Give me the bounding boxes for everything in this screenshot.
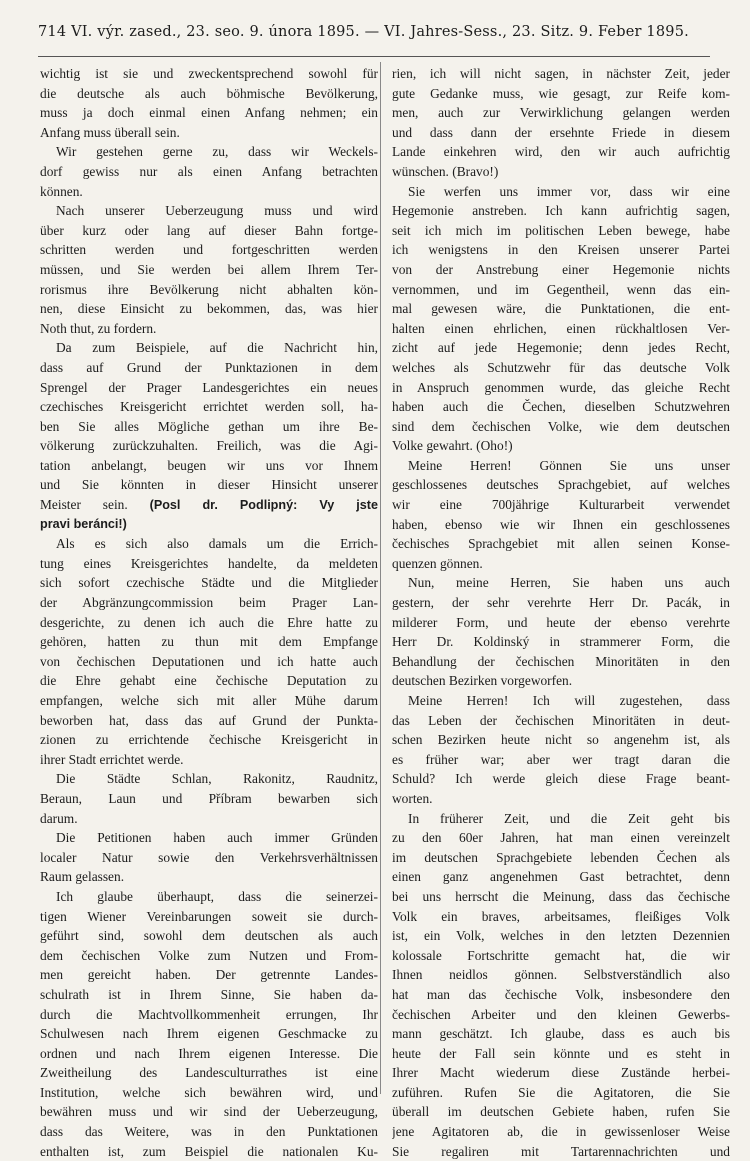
text-line: desgerichte, zu denen ich auch die Ehre hatte zu: [40, 614, 378, 630]
text-line: es früher war; aber wer tragt daran die: [392, 751, 730, 767]
text-line: hat man das čechische Volk, insbesondere den: [392, 986, 730, 1002]
text-line: gute Gedanke muss, wie gesagt, zur Reife kom-: [392, 85, 730, 101]
text-line: muss ja doch einmal einen Anfang nehmen; ein: [40, 105, 378, 121]
page-header: 714 VI. výr. zased., 23. seo. 9. února 1895. — VI. Jahres-Sess., 23. Sitz. 9. Feber 1895.: [38, 24, 689, 40]
text-line: dass auf Grund der Punktazionen in dem: [40, 359, 378, 375]
text-line: welches als Schutzwehr für das deutsche Volk: [392, 359, 730, 375]
text-line: zuführen. Rufen Sie die Agitatoren, die Sie: [392, 1084, 730, 1100]
text-line: beworben hat, dass das auf Grund der Punkta-: [40, 712, 378, 728]
text-line: gestern, der sehr verehrte Herr Dr. Pacák, in: [392, 595, 730, 611]
text-line: ben Sie alles Mögliche gethan um ihre Be-: [40, 418, 378, 434]
text-line: und Sie könnten in dieser Hinsicht unserer: [40, 477, 378, 493]
text-line: Nach unserer Ueberzeugung muss und wird: [56, 203, 378, 219]
text-line: Zweitheilung des Landesculturrathes ist eine: [40, 1065, 378, 1081]
text-line: und dass dann der ersehnte Friede in diesem: [392, 124, 730, 140]
text-line: über kurz oder lang auf dieser Bahn fortge-: [40, 222, 378, 238]
text-line: heute der Fall sein könnte und es steht in: [392, 1045, 730, 1061]
text-line: Volke gewahrt. (Oho!): [392, 438, 513, 454]
text-line: Als es sich also damals um die Errich-: [56, 536, 378, 552]
text-line: tigen Wiener Vereinbarungen soweit sie durch-: [40, 908, 378, 924]
text-line: Ihnen neidlos gönnen. Selbstverständlich also: [392, 967, 730, 983]
text-line: zicht auf jede Hegemonie; denn jedes Recht,: [392, 340, 730, 356]
text-line: mal gewesen wäre, die Punktationen, die ent-: [392, 301, 730, 317]
text-line: tung eines Kreisgerichtes handelte, da meldeten: [40, 555, 378, 571]
text-line: kolossale Fortschritte gemacht hat, die wir: [392, 947, 730, 963]
text-line: die Ehre gehabt eine čechische Deputation zu: [40, 673, 378, 689]
text-line: Meine Herren! Ich will zugestehen, dass: [408, 693, 730, 708]
text-line: zionen zu errichtende čechische Kreisgericht in: [40, 732, 378, 748]
left-column: [40, 64, 378, 1161]
text-line: geführt sind, sowohl dem deutschen als auch: [40, 928, 378, 944]
text-line: bei uns herrscht die Meinung, dass das čechische: [392, 888, 730, 904]
text-line: gehören, hatten zu thun mit dem Empfange: [40, 634, 378, 650]
text-line: haben auch die Čechen, dieselben Schutzwehren: [392, 399, 730, 415]
text-line: Sprengel der Prager Landesgerichtes ein neues: [40, 379, 378, 395]
text-line: halten einen ehrlichen, einen rückhaltlosen Ver-: [392, 320, 730, 336]
text-line: Die Petitionen haben auch immer Gründen: [56, 830, 378, 846]
text-line: vernommen, und im Gegentheil, wenn das ein-: [392, 281, 730, 297]
text-line: völkerung zurückzuhalten. Freilich, was die Agi-: [40, 438, 378, 454]
text-line: nen, diese Einsicht zu bekommen, das, was hier: [40, 301, 378, 317]
text-line: Beraun, Laun und Příbram bewarben sich: [40, 790, 378, 806]
text-line: worten.: [392, 790, 433, 806]
text-line: das Leben der čechischen Minoritäten in deut-: [392, 712, 730, 728]
text-line: die deutsche als auch böhmische Bevölkerung,: [40, 85, 378, 101]
text-line: Ich glaube überhaupt, dass die seinerzei-: [56, 888, 378, 904]
text-line: pravi beránci!): [40, 516, 127, 531]
text-line: Ihrer Macht wiederum diese Zustände herbei-: [392, 1065, 730, 1081]
text-line: Schulwesen nach Ihrem eigenen Geschmacke zu: [40, 1026, 378, 1042]
text-line: jene Agitatoren ab, die in gewissenloser Weise: [392, 1124, 730, 1140]
text-line: von der Anstrebung einer Hegemonie nichts: [392, 261, 730, 277]
right-column: [392, 64, 730, 1161]
text-line: müssen, und Sie werden bei allem Ihrem Ter-: [40, 261, 378, 277]
text-line: Lande einkehren wird, den wir auch aufrichtig: [392, 144, 730, 160]
text-line: können.: [40, 183, 83, 199]
text-line: Sie regaliren mit Tartarennachrichten und: [392, 1143, 730, 1159]
text-line: wünschen. (Bravo!): [392, 163, 499, 179]
text-line: čechisches Sprachgebiet mit allen seinen Konse-: [392, 536, 730, 552]
text-line: mann geschätzt. Ich glaube, dass es auch bis: [392, 1026, 730, 1042]
text-line: sich sofort czechische Städte und die Mitglieder: [40, 575, 378, 591]
text-line: überall im deutschen Gebiete haben, rufen Sie: [392, 1104, 730, 1120]
text-line: ich wenigstens in den Kreisen unserer Partei: [392, 242, 730, 258]
header-rule: [38, 56, 710, 57]
text-line: rorismus ihre Bevölkerung nicht abhalten kön-: [40, 281, 378, 297]
text-line: in Anspruch genommen wurde, das gleiche Recht: [392, 379, 730, 395]
text-line: Nun, meine Herren, Sie haben uns auch: [408, 575, 730, 591]
text-line: Raum gelassen.: [40, 869, 125, 885]
text-line: Meister sein. (Posl dr. Podlipný: Vy jste: [40, 497, 378, 513]
text-line: Meine Herren! Gönnen Sie uns unser: [408, 457, 730, 473]
text-line: schritten werden und fortgeschritten werden: [40, 242, 378, 258]
text-line: ist, ein Volk, welches in den letzten Dezennien: [392, 928, 730, 944]
text-line: quenzen gönnen.: [392, 555, 483, 571]
text-line: In früherer Zeit, und die Zeit geht bis: [408, 810, 730, 826]
text-line: schen Bezirken heute nicht so angenehm ist, als: [392, 732, 730, 748]
text-line: Da zum Beispiele, auf die Nachricht hin,: [56, 340, 378, 356]
text-line: localer Natur sowie den Verkehrsverhältnissen: [40, 849, 378, 865]
text-line: dem čechischen Volke zum Nutzen und From-: [40, 947, 378, 963]
text-line: empfangen, welche sich mit aller Mühe darum: [40, 693, 378, 708]
text-line: čechischen Arbeiter und den kleinen Gewerbs-: [392, 1006, 730, 1022]
text-line: darum.: [40, 810, 78, 826]
text-line: Die Städte Schlan, Rakonitz, Raudnitz,: [56, 771, 378, 787]
text-line: Behandlung der čechischen Minoritäten in den: [392, 653, 730, 669]
column-divider: [380, 62, 381, 1094]
text-line: Volk ein braves, arbeitsames, fleißiges Volk: [392, 908, 730, 924]
text-line: tation anbelangt, beugen wir uns vor Ihnem: [40, 457, 378, 473]
text-line: bewähren muss und wir sind der Ueberzeugung,: [40, 1104, 378, 1120]
text-line: men gereicht haben. Der getrennte Landes-: [40, 967, 378, 983]
text-line: dorf gewiss nur als einen Anfang betrachten: [40, 163, 378, 179]
text-line: enthalten ist, zum Beispiel die nationalen Ku-: [40, 1143, 378, 1159]
text-line: Sie werfen uns immer vor, dass wir eine: [408, 183, 730, 199]
text-line: Schuld? Ich werde gleich diese Frage beant-: [392, 771, 730, 787]
text-line: milderer Form, und heute der ebenso verehrte: [392, 614, 730, 630]
text-line: czechisches Kreisgericht errichtet werden soll, ha-: [40, 399, 378, 415]
text-line: einen ganz angenehmen Gast betrachtet, denn: [392, 869, 730, 885]
text-line: Hegemonie anstreben. Ich kann aufrichtig sagen,: [392, 203, 730, 219]
text-line: wichtig ist sie und zweckentsprechend sowohl für: [40, 66, 378, 81]
text-line: von čechischen Deputationen und ich hatte auch: [40, 653, 378, 669]
text-line: im deutschen Sprachgebiete lebenden Čechen als: [392, 849, 730, 865]
text-line: der Abgränzungcommission beim Prager Lan-: [40, 595, 378, 611]
text-line: geschlossenes deutsches Sprachgebiet, auf welches: [392, 477, 730, 493]
text-line: men, auch zur Verwirklichung gelangen werden: [392, 105, 730, 121]
text-line: ihrer Stadt errichtet werde.: [40, 751, 184, 767]
text-line: haben, ebenso wie wir Ihnen ein geschlossenes: [392, 516, 730, 532]
text-line: Herr Dr. Koldinský in strammerer Form, die: [392, 634, 730, 650]
text-line: Anfang muss überall sein.: [40, 124, 180, 140]
text-line: Noth thut, zu fordern.: [40, 320, 157, 336]
text-line: ordnen und nach Ihrem eigenen Interesse. Die: [40, 1045, 378, 1061]
text-line: Institution, welche sich bewähren wird, und: [40, 1084, 378, 1100]
text-line: schulrath ist in Ihrem Sinne, Sie haben da-: [40, 986, 378, 1002]
text-line: Wir gestehen gerne zu, dass wir Weckels-: [56, 144, 378, 160]
text-line: seit ich mich im politischen Leben bewege, habe: [392, 222, 730, 238]
text-line: wir eine 700jährige Kulturarbeit verwendet: [392, 497, 730, 513]
text-line: sind dem čechischen Volke, wie dem deutschen: [392, 418, 730, 434]
text-line: zu den 60er Jahren, hat man einen vereinzelt: [392, 830, 730, 846]
text-line: rien, ich will nicht sagen, in nächster Zeit, jeder: [392, 66, 730, 81]
text-line: durch die Machtvollkommenheit errungen, Ihr: [40, 1006, 378, 1022]
text-line: dass das Weitere, was in den Punktationen: [40, 1124, 378, 1140]
text-line: deutschen Bezirken vorgeworfen.: [392, 673, 573, 689]
